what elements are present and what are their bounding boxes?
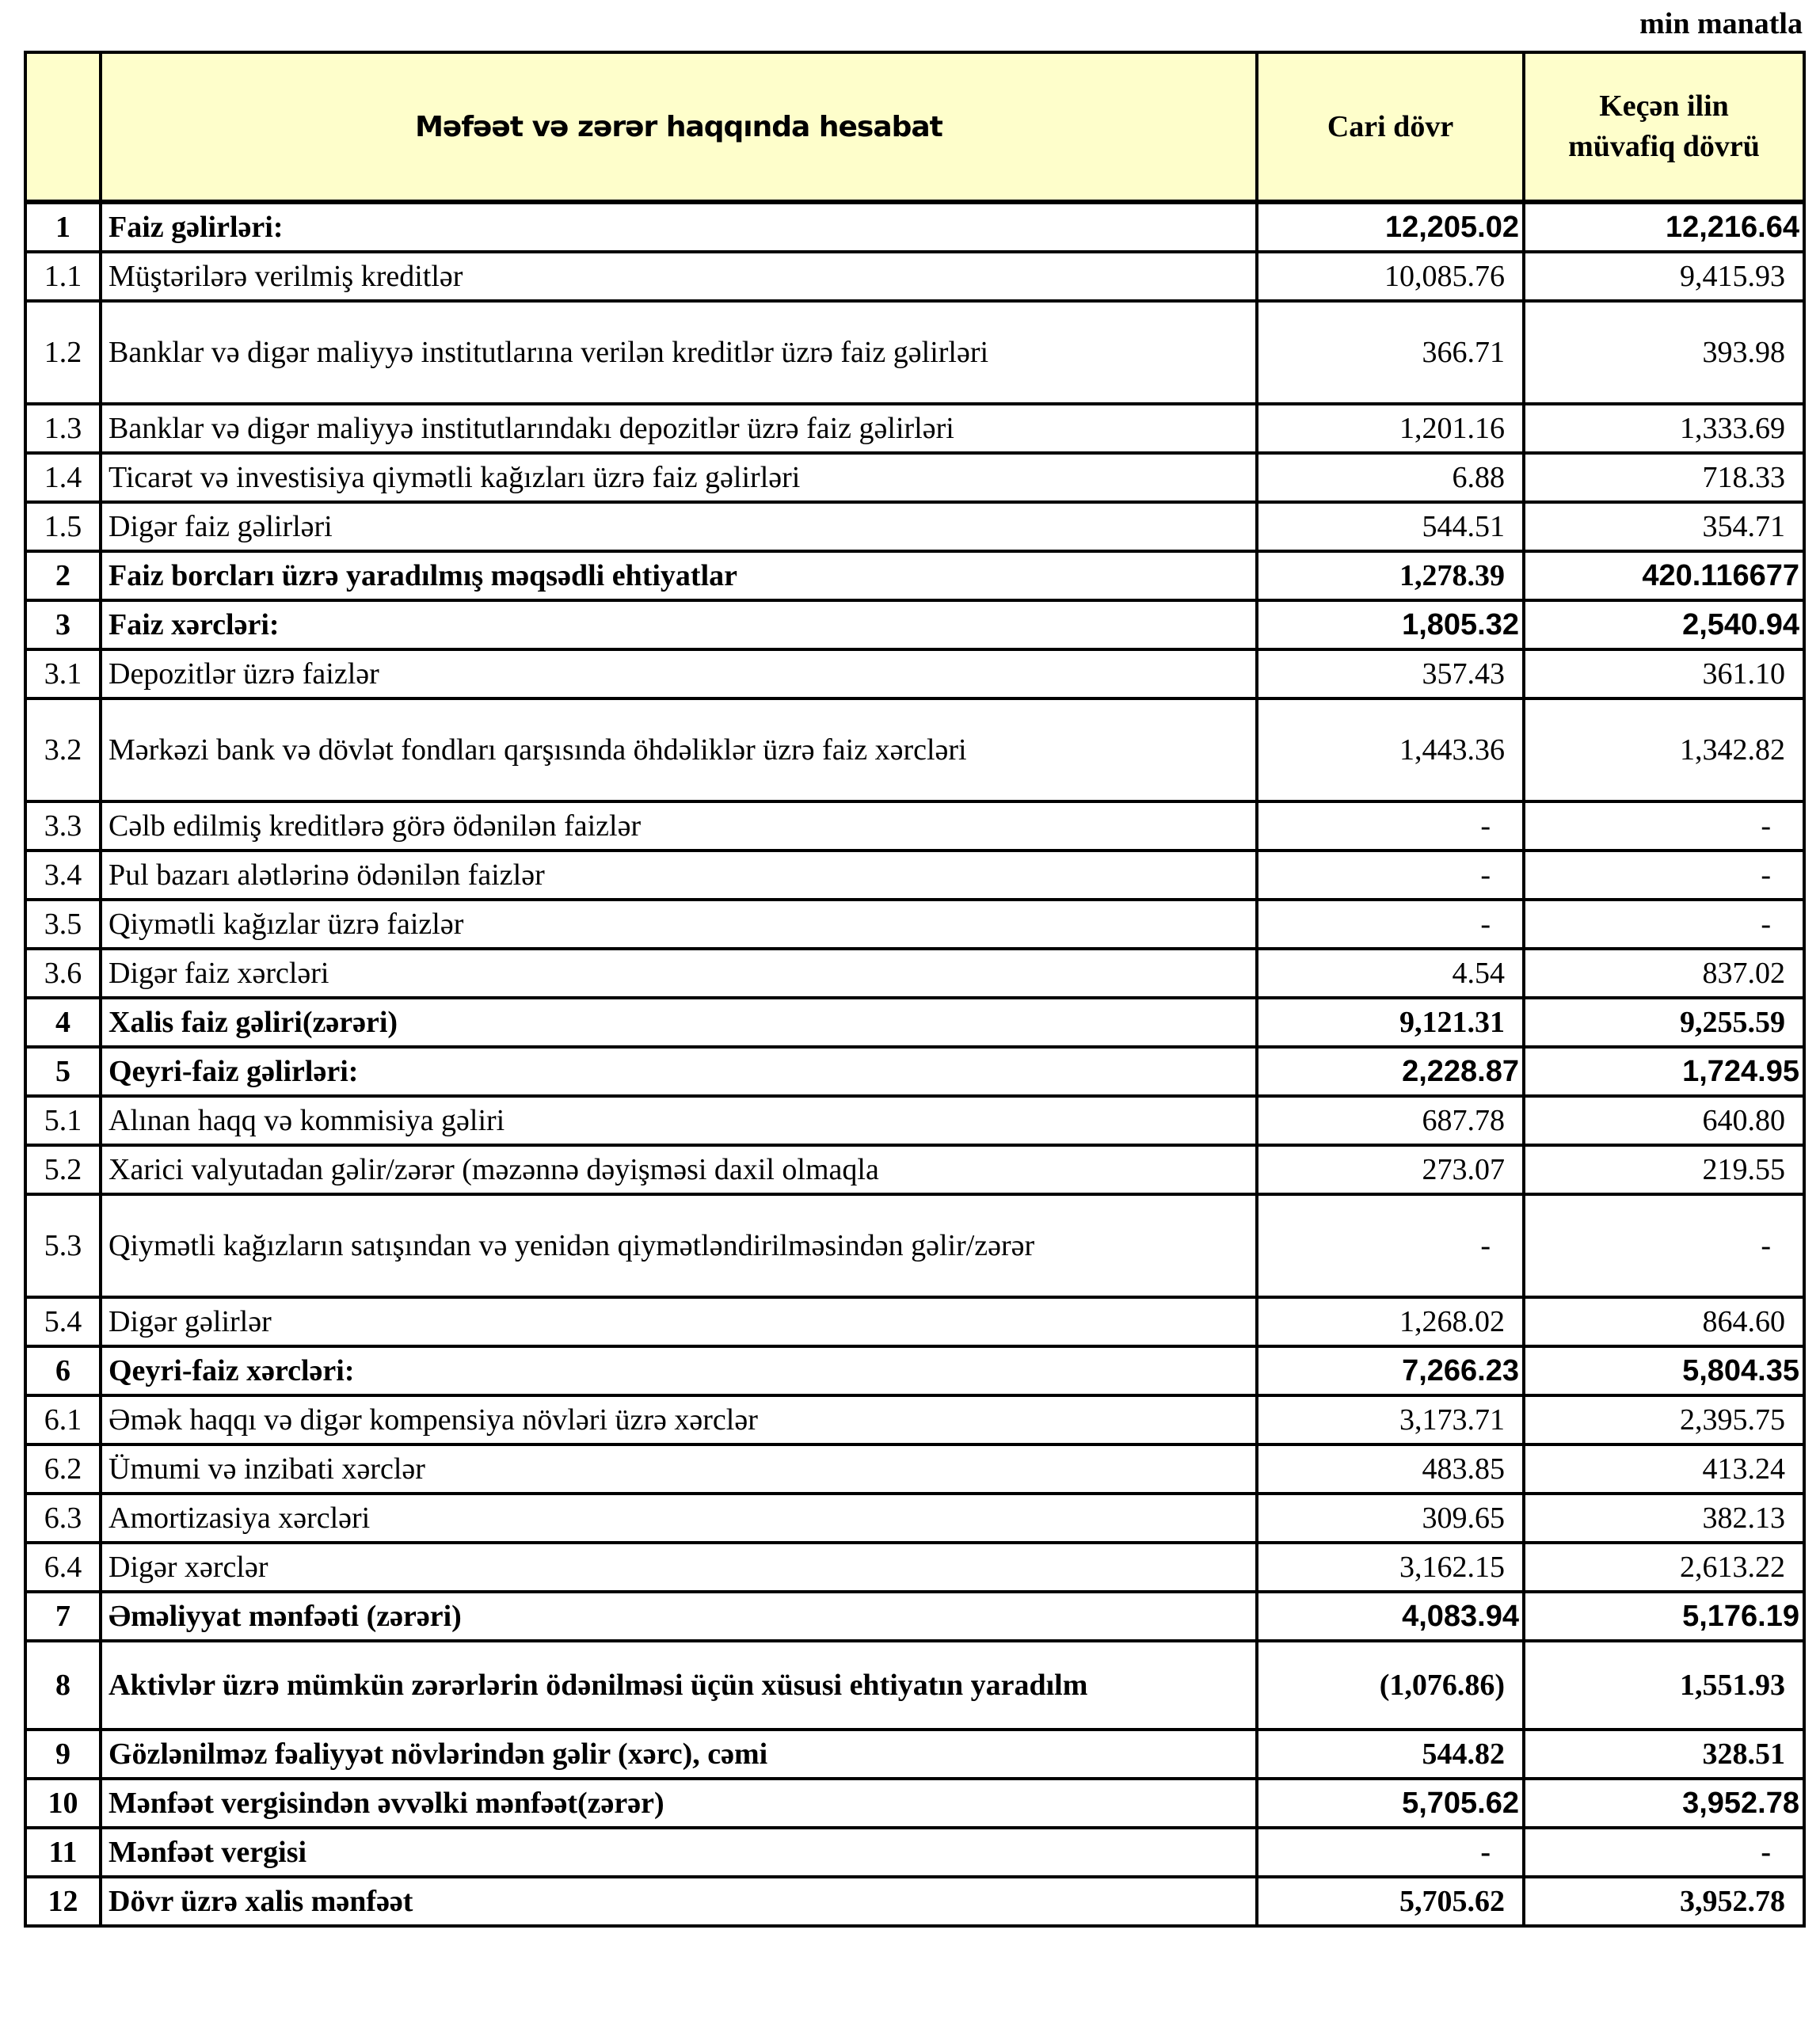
row-prior-value: - [1524, 851, 1804, 900]
row-number: 1.2 [25, 301, 101, 404]
table-row [25, 1444, 1804, 1494]
table-row [25, 1297, 1804, 1346]
row-label: Faiz xərcləri: [101, 600, 1257, 649]
table-row [25, 202, 1804, 252]
table-row [25, 1730, 1804, 1779]
row-current-value: 357.43 [1257, 649, 1524, 698]
row-current-value: 1,443.36 [1257, 698, 1524, 801]
table-row [25, 1494, 1804, 1543]
table-row [25, 1346, 1804, 1395]
row-prior-value: 382.13 [1524, 1494, 1804, 1543]
row-prior-value: 718.33 [1524, 453, 1804, 502]
table-row [25, 649, 1804, 698]
row-prior-value: 328.51 [1524, 1730, 1804, 1779]
row-number: 11 [25, 1828, 101, 1877]
row-current-value: (1,076.86) [1257, 1641, 1524, 1730]
row-prior-value: - [1524, 900, 1804, 949]
row-prior-value: 361.10 [1524, 649, 1804, 698]
row-label: Amortizasiya xərcləri [101, 1494, 1257, 1543]
row-prior-value: 354.71 [1524, 502, 1804, 551]
header-prior-line2: müvafiq dövrü [1568, 130, 1760, 163]
table-row [25, 1641, 1804, 1730]
row-number: 6.1 [25, 1395, 101, 1444]
row-label: Banklar və digər maliyyə institutlarına verilən kreditlər üzrə faiz gəlirləri [101, 301, 1257, 404]
row-current-value: - [1257, 801, 1524, 851]
row-current-value: - [1257, 1828, 1524, 1877]
row-current-value: - [1257, 900, 1524, 949]
row-number: 3.5 [25, 900, 101, 949]
row-label: Digər faiz gəlirləri [101, 502, 1257, 551]
row-current-value: 5,705.62 [1257, 1877, 1524, 1926]
row-number: 1.5 [25, 502, 101, 551]
row-label: Müştərilərə verilmiş kreditlər [101, 252, 1257, 301]
row-label: Ticarət və investisiya qiymətli kağızları üzrə faiz gəlirləri [101, 453, 1257, 502]
row-current-value: 10,085.76 [1257, 252, 1524, 301]
table-row [25, 998, 1804, 1047]
row-number: 5.1 [25, 1096, 101, 1145]
row-label: Xalis faiz gəliri(zərəri) [101, 998, 1257, 1047]
row-prior-value: 393.98 [1524, 301, 1804, 404]
row-label: Cəlb edilmiş kreditlərə görə ödənilən faizlər [101, 801, 1257, 851]
row-number: 1.4 [25, 453, 101, 502]
row-current-value: 4,083.94 [1257, 1592, 1524, 1641]
row-current-value: 2,228.87 [1257, 1047, 1524, 1096]
row-current-value: 6.88 [1257, 453, 1524, 502]
row-label: Banklar və digər maliyyə institutlarındakı depozitlər üzrə faiz gəlirləri [101, 404, 1257, 453]
row-label: Qiymətli kağızların satışından və yenidən qiymətləndirilməsindən gəlir/zərər [101, 1194, 1257, 1297]
row-prior-value: 413.24 [1524, 1444, 1804, 1494]
row-label: Ümumi və inzibati xərclər [101, 1444, 1257, 1494]
table-row [25, 551, 1804, 600]
row-label: Xarici valyutadan gəlir/zərər (məzənnə dəyişməsi daxil olmaqla [101, 1145, 1257, 1194]
row-current-value: 7,266.23 [1257, 1346, 1524, 1395]
row-number: 3.4 [25, 851, 101, 900]
row-prior-value: 837.02 [1524, 949, 1804, 998]
row-prior-value: 864.60 [1524, 1297, 1804, 1346]
table-row [25, 949, 1804, 998]
row-current-value: 12,205.02 [1257, 202, 1524, 252]
row-number: 5 [25, 1047, 101, 1096]
table-row [25, 1877, 1804, 1926]
table-row [25, 1395, 1804, 1444]
table-body [25, 202, 1804, 1926]
row-number: 5.2 [25, 1145, 101, 1194]
header-prior-line1: Keçən ilin [1599, 89, 1729, 123]
row-label: Dövr üzrə xalis mənfəət [101, 1877, 1257, 1926]
row-number: 10 [25, 1779, 101, 1828]
table-row [25, 1194, 1804, 1297]
row-number: 1.1 [25, 252, 101, 301]
row-prior-value: - [1524, 1194, 1804, 1297]
row-number: 5.3 [25, 1194, 101, 1297]
row-label: Depozitlər üzrə faizlər [101, 649, 1257, 698]
row-label: Gözlənilməz fəaliyyət növlərindən gəlir (xərc), cəmi [101, 1730, 1257, 1779]
unit-label: min manatla [1639, 7, 1803, 40]
row-prior-value: - [1524, 1828, 1804, 1877]
row-number: 3.2 [25, 698, 101, 801]
row-prior-value: 2,395.75 [1524, 1395, 1804, 1444]
table-row [25, 1779, 1804, 1828]
header-row [25, 52, 1804, 202]
row-label: Qiymətli kağızlar üzrə faizlər [101, 900, 1257, 949]
row-number: 1.3 [25, 404, 101, 453]
row-number: 5.4 [25, 1297, 101, 1346]
row-current-value: 544.51 [1257, 502, 1524, 551]
row-prior-value: 420.116677 [1524, 551, 1804, 600]
table-row [25, 900, 1804, 949]
row-number: 12 [25, 1877, 101, 1926]
row-prior-value: 2,540.94 [1524, 600, 1804, 649]
row-label: Qeyri-faiz gəlirləri: [101, 1047, 1257, 1096]
table-row [25, 1828, 1804, 1877]
row-label: Qeyri-faiz xərcləri: [101, 1346, 1257, 1395]
header-prior-period [1524, 52, 1804, 202]
row-prior-value: 5,176.19 [1524, 1592, 1804, 1641]
row-label: Mərkəzi bank və dövlət fondları qarşısında öhdəliklər üzrə faiz xərcləri [101, 698, 1257, 801]
table-row [25, 1592, 1804, 1641]
row-label: Digər faiz xərcləri [101, 949, 1257, 998]
row-current-value: 9,121.31 [1257, 998, 1524, 1047]
row-number: 3.6 [25, 949, 101, 998]
row-current-value: - [1257, 1194, 1524, 1297]
table-row [25, 1145, 1804, 1194]
row-number: 3 [25, 600, 101, 649]
row-current-value: - [1257, 851, 1524, 900]
row-label: Əməliyyat mənfəəti (zərəri) [101, 1592, 1257, 1641]
row-current-value: 1,268.02 [1257, 1297, 1524, 1346]
row-label: Digər gəlirlər [101, 1297, 1257, 1346]
table-row [25, 404, 1804, 453]
row-current-value: 309.65 [1257, 1494, 1524, 1543]
row-prior-value: 640.80 [1524, 1096, 1804, 1145]
row-prior-value: 2,613.22 [1524, 1543, 1804, 1592]
table-row [25, 851, 1804, 900]
row-prior-value: 1,342.82 [1524, 698, 1804, 801]
row-number: 3.3 [25, 801, 101, 851]
row-number: 2 [25, 551, 101, 600]
row-label: Mənfəət vergisindən əvvəlki mənfəət(zərər) [101, 1779, 1257, 1828]
row-prior-value: 5,804.35 [1524, 1346, 1804, 1395]
row-prior-value: 9,415.93 [1524, 252, 1804, 301]
row-current-value: 273.07 [1257, 1145, 1524, 1194]
row-number: 1 [25, 202, 101, 252]
row-prior-value: - [1524, 801, 1804, 851]
row-prior-value: 219.55 [1524, 1145, 1804, 1194]
table-row [25, 1047, 1804, 1096]
row-label: Faiz gəlirləri: [101, 202, 1257, 252]
row-prior-value: 12,216.64 [1524, 202, 1804, 252]
row-number: 8 [25, 1641, 101, 1730]
table-row [25, 301, 1804, 404]
row-current-value: 4.54 [1257, 949, 1524, 998]
row-label: Alınan haqq və kommisiya gəliri [101, 1096, 1257, 1145]
row-label: Digər xərclər [101, 1543, 1257, 1592]
row-number: 3.1 [25, 649, 101, 698]
row-number: 6 [25, 1346, 101, 1395]
row-current-value: 1,805.32 [1257, 600, 1524, 649]
row-label: Aktivlər üzrə mümkün zərərlərin ödənilməsi üçün xüsusi ehtiyatın yaradılm [101, 1641, 1257, 1730]
row-prior-value: 1,724.95 [1524, 1047, 1804, 1096]
row-current-value: 3,162.15 [1257, 1543, 1524, 1592]
row-current-value: 5,705.62 [1257, 1779, 1524, 1828]
row-prior-value: 1,551.93 [1524, 1641, 1804, 1730]
row-label: Mənfəət vergisi [101, 1828, 1257, 1877]
row-number: 6.4 [25, 1543, 101, 1592]
header-number [25, 52, 101, 202]
table-row [25, 1096, 1804, 1145]
row-label: Faiz borcları üzrə yaradılmış məqsədli ehtiyatlar [101, 551, 1257, 600]
row-label: Əmək haqqı və digər kompensiya növləri üzrə xərclər [101, 1395, 1257, 1444]
table-row [25, 252, 1804, 301]
row-prior-value: 9,255.59 [1524, 998, 1804, 1047]
row-number: 6.2 [25, 1444, 101, 1494]
row-prior-value: 3,952.78 [1524, 1779, 1804, 1828]
header-current-period: Cari dövr [1257, 52, 1524, 202]
row-current-value: 483.85 [1257, 1444, 1524, 1494]
row-number: 9 [25, 1730, 101, 1779]
table-row [25, 453, 1804, 502]
header-title: Məfəət və zərər haqqında hesabat [101, 52, 1257, 202]
table-row [25, 502, 1804, 551]
row-label: Pul bazarı alətlərinə ödənilən faizlər [101, 851, 1257, 900]
table-row [25, 698, 1804, 801]
row-number: 7 [25, 1592, 101, 1641]
table-row [25, 600, 1804, 649]
row-current-value: 687.78 [1257, 1096, 1524, 1145]
row-current-value: 3,173.71 [1257, 1395, 1524, 1444]
row-number: 4 [25, 998, 101, 1047]
row-current-value: 1,278.39 [1257, 551, 1524, 600]
row-current-value: 544.82 [1257, 1730, 1524, 1779]
row-current-value: 1,201.16 [1257, 404, 1524, 453]
row-prior-value: 1,333.69 [1524, 404, 1804, 453]
row-current-value: 366.71 [1257, 301, 1524, 404]
table-row [25, 1543, 1804, 1592]
table-row [25, 801, 1804, 851]
row-number: 6.3 [25, 1494, 101, 1543]
income-statement-table [24, 51, 1806, 1928]
row-prior-value: 3,952.78 [1524, 1877, 1804, 1926]
